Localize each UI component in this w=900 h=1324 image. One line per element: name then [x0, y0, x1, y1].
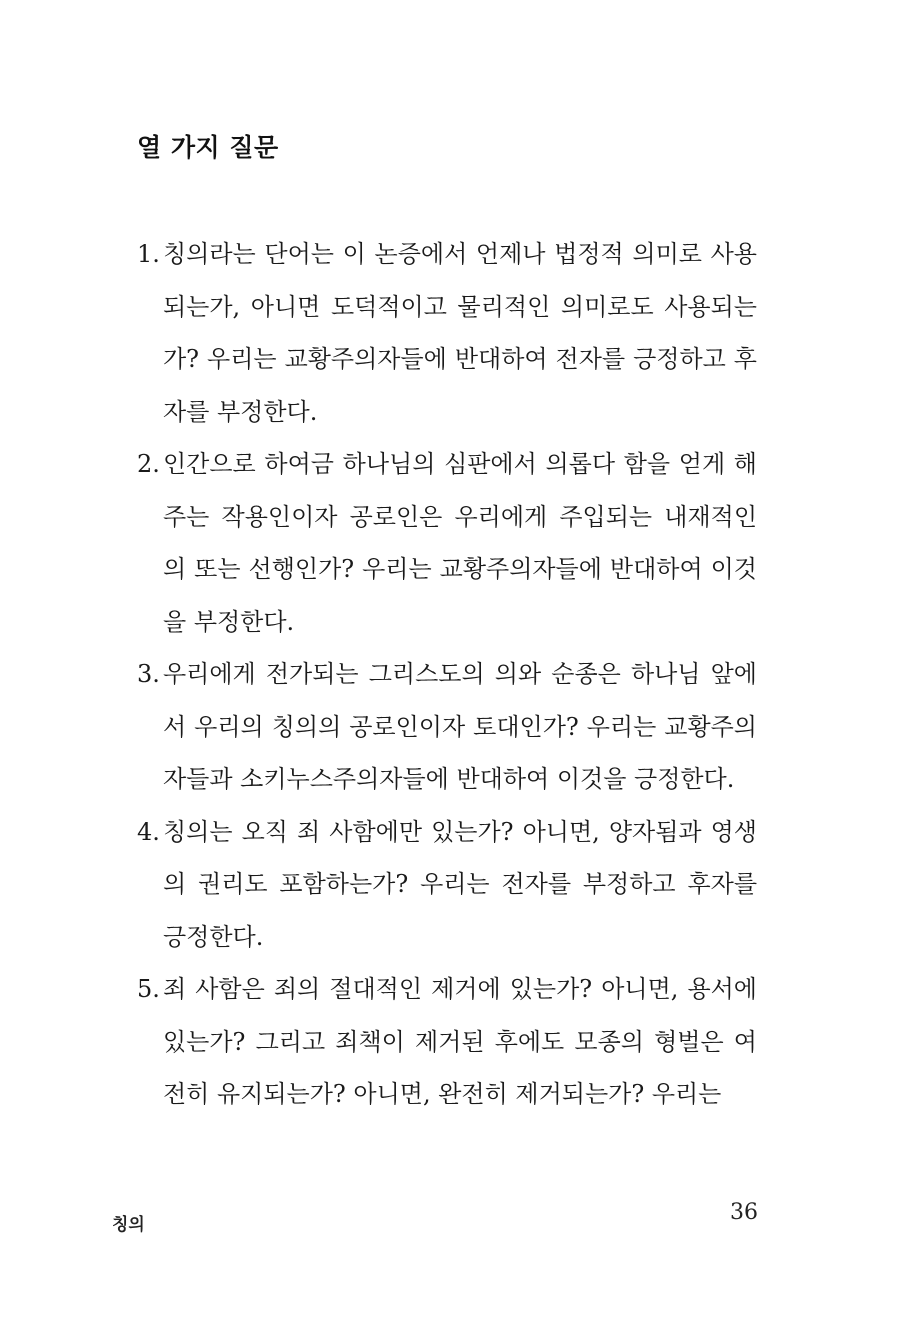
question-text: 칭의라는 단어는 이 논증에서 언제나 법정적 의미로 사용되는가, 아니면 도덕적이고 물리적인 의미로도 사용되는가? 우리는 교황주의자들에 반대하여 전자를 긍정하고 후자를 부정한다.	[163, 240, 757, 426]
question-number: 1.	[137, 240, 160, 268]
question-item	[137, 228, 757, 438]
question-text: 칭의는 오직 죄 사함에만 있는가? 아니면, 양자됨과 영생의 권리도 포함하는가? 우리는 전자를 부정하고 후자를 긍정한다.	[163, 817, 757, 951]
question-text: 인간으로 하여금 하나님의 심판에서 의롭다 함을 얻게 해주는 작용인이자 공로인은 우리에게 주입되는 내재적인 의 또는 선행인가? 우리는 교황주의자들에 반대하여 이것을 부정한다.	[163, 450, 757, 636]
question-text: 우리에게 전가되는 그리스도의 의와 순종은 하나님 앞에서 우리의 칭의의 공로인이자 토대인가? 우리는 교황주의자들과 소키누스주의자들에 반대하여 이것을 긍정한다.	[163, 660, 757, 793]
question-item	[137, 806, 757, 964]
question-list	[137, 228, 757, 1121]
question-number: 3.	[137, 660, 160, 688]
question-number: 5.	[137, 975, 160, 1003]
question-number: 2.	[137, 450, 160, 478]
question-item	[137, 963, 757, 1121]
question-item	[137, 438, 757, 648]
question-number: 4.	[137, 817, 160, 846]
page-number: 36	[730, 1200, 758, 1225]
section-heading: 열 가지 질문	[137, 133, 279, 162]
running-footer-title: 칭의	[112, 1215, 145, 1235]
question-text: 죄 사함은 죄의 절대적인 제거에 있는가? 아니면, 용서에 있는가? 그리고 죄책이 제거된 후에도 모종의 형벌은 여전히 유지되는가? 아니면, 완전히 제거되는가? 우리는	[163, 975, 757, 1108]
question-item	[137, 648, 757, 806]
